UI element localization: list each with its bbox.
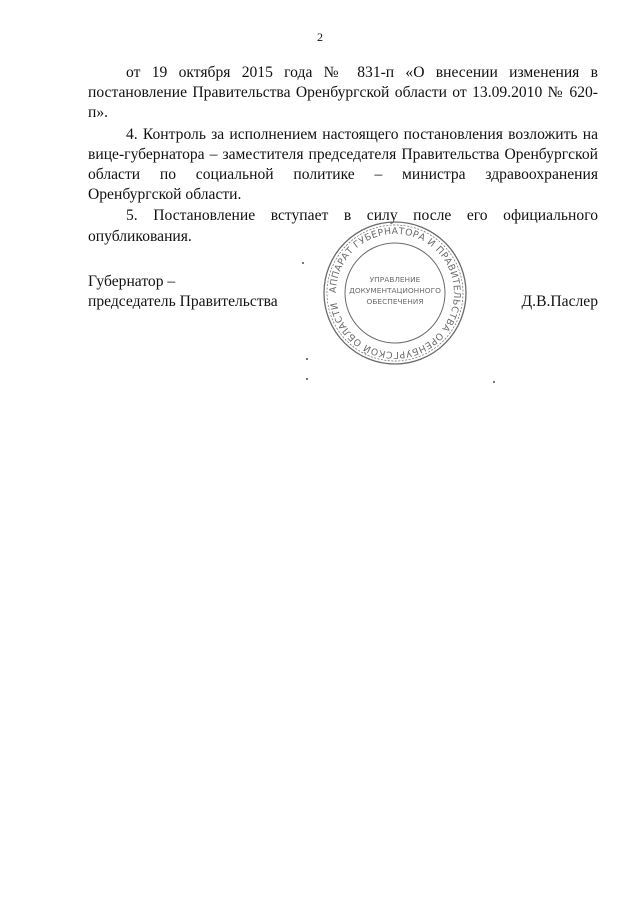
- signatory-title-line1: Губернатор –: [88, 273, 176, 290]
- paragraph-5-effective: 5. Постановление вступает в силу после его официального опубликования.: [88, 207, 598, 245]
- scan-speck: [302, 262, 304, 264]
- signatory-name: Д.В.Паслер: [521, 293, 598, 310]
- paragraph-4-control: 4. Контроль за исполнением настоящего постановления возложить на вице-губернатора – заместителя председателя Правительства Оренбургской области по социальной политике – министра здравоохранения Оренбургской области.: [88, 125, 598, 204]
- stamp-center-line2: ДОКУМЕНТАЦИОННОГО: [349, 286, 441, 295]
- scan-speck: [306, 358, 308, 360]
- stamp-center-line1: УПРАВЛЕНИЕ: [369, 275, 421, 284]
- official-stamp: [320, 218, 470, 368]
- page-number: 2: [317, 30, 323, 44]
- scan-speck: [493, 381, 495, 383]
- scan-speck: [306, 378, 308, 380]
- signatory-title-line2: председатель Правительства: [88, 293, 278, 311]
- stamp-center-line3: ОБЕСПЕЧЕНИЯ: [366, 297, 424, 306]
- paragraph-continuation: от 19 октября 2015 года № 831-п «О внесении изменения в постановление Правительства Оренбургской области от 13.09.2010 № 620-п».: [88, 64, 598, 122]
- stamp-ring-text: АППАРАТ ГУБЕРНАТОРА И ПРАВИТЕЛЬСТВА ОРЕНБУРГСКОЙ ОБЛАСТИ: [327, 225, 463, 361]
- signatory-title: [88, 272, 278, 312]
